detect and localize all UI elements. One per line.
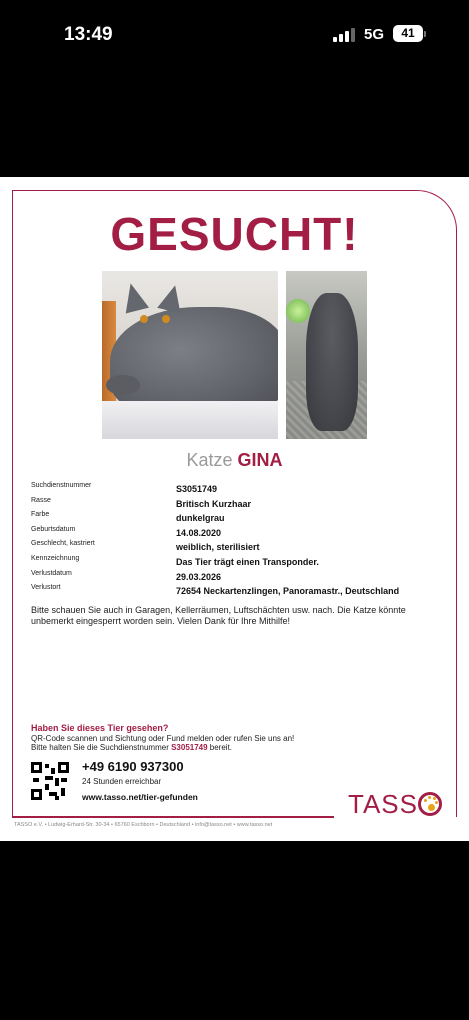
pet-title: [0, 450, 469, 471]
detail-row: [31, 497, 441, 512]
detail-label: Farbe: [31, 511, 50, 519]
signal-icon: [333, 27, 355, 42]
detail-row: [31, 570, 441, 585]
poster-image[interactable]: [0, 177, 469, 841]
seen-instructions: QR-Code scannen und Sichtung oder Fund melden oder rufen Sie uns an!: [31, 733, 295, 743]
poster-headline: GESUCHT!: [110, 208, 359, 260]
tasso-logo-text: TASS: [348, 789, 418, 819]
detail-row: [31, 540, 441, 555]
status-bar: [0, 0, 469, 70]
notice-text: Bitte schauen Sie auch in Garagen, Kellerräumen, Luftschächten usw. nach. Die Katze könnte unbemerkt eingesperrt worden sein. Vielen Dank für Ihre Mithilfe!: [31, 605, 406, 626]
detail-label: Rasse: [31, 496, 51, 504]
battery-tip: [424, 31, 426, 37]
detail-label: Verlustort: [31, 584, 61, 592]
detail-label: Geburtsdatum: [31, 525, 76, 533]
detail-row: [31, 482, 441, 497]
contact-hours: 24 Stunden erreichbar: [82, 777, 162, 786]
detail-value: 14.08.2020: [176, 527, 222, 538]
seen-question: Haben Sie dieses Tier gesehen?: [31, 723, 169, 733]
detail-label: Verlustdatum: [31, 569, 72, 577]
contact-phone[interactable]: +49 6190 937300: [82, 759, 184, 774]
detail-label: Kennzeichnung: [31, 554, 80, 562]
detail-value: 29.03.2026: [176, 571, 222, 582]
network-label: 5G: [364, 26, 385, 43]
qr-code-icon[interactable]: [31, 762, 69, 800]
pet-details: [31, 482, 441, 599]
detail-label: Geschlecht, kastriert: [31, 540, 95, 548]
detail-value: Das Tier trägt einen Transponder.: [176, 556, 319, 567]
detail-value: dunkelgrau: [176, 513, 225, 524]
poster-footer: TASSO e.V. • Ludwig-Erhard-Str. 30-34 • 65760 Eschborn • Deutschland • info@tasso.net • www.tasso.net: [14, 822, 273, 828]
detail-row: [31, 511, 441, 526]
detail-row: [31, 584, 441, 599]
seen-section: [31, 724, 361, 753]
detail-value: 72654 Neckartenzlingen, Panoramastr., Deutschland: [176, 586, 400, 597]
detail-value: S3051749: [176, 484, 218, 494]
tasso-logo: [348, 789, 442, 820]
seen-reference-number: S3051749: [171, 743, 208, 752]
detail-value: weiblich, sterilisiert: [176, 542, 260, 553]
detail-label: Suchdienstnummer: [31, 482, 92, 489]
battery-icon: 41: [393, 25, 423, 42]
cat-photo-side: [286, 271, 367, 439]
detail-row: [31, 555, 441, 570]
contact-url[interactable]: www.tasso.net/tier-gefunden: [82, 792, 198, 802]
paw-icon: [418, 792, 442, 816]
detail-row: [31, 526, 441, 541]
pet-species: Katze: [186, 450, 233, 470]
poster-frame-bottom: [12, 816, 334, 818]
pet-name: GINA: [237, 450, 283, 470]
seen-reference: Bitte halten Sie die Suchdienstnummer S3051749 bereit.: [31, 743, 233, 752]
status-time: 13:49: [64, 24, 113, 45]
cat-photo-main: [102, 271, 278, 439]
detail-value: Britisch Kurzhaar: [176, 498, 252, 509]
